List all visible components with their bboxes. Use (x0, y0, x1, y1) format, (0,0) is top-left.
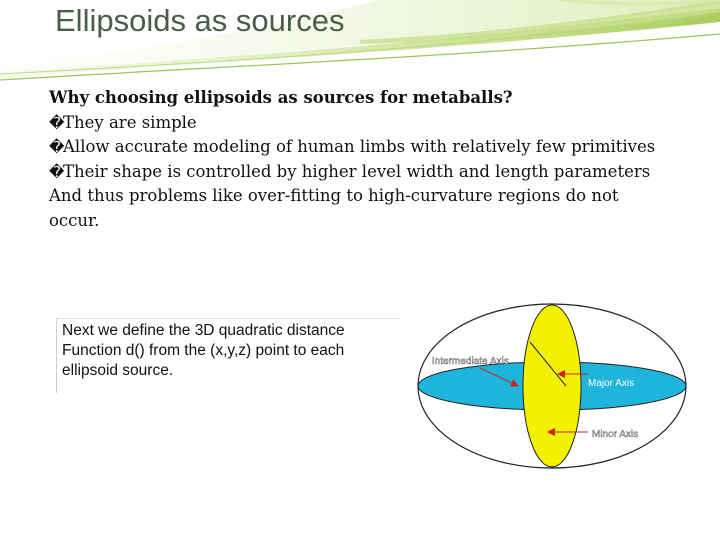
slide-title: Ellipsoids as sources (55, 3, 345, 38)
major-axis-label: Major Axis (588, 378, 635, 389)
bullet-item (49, 111, 709, 136)
caption-line: Function d() from the (x,y,z) point to each (62, 342, 345, 359)
caption-line: ellipsoid source. (62, 362, 174, 379)
conclusion-line: occur. (49, 210, 100, 230)
bullet-item (49, 160, 709, 185)
conclusion-line: And thus problems like over-fitting to high-curvature regions do not (49, 186, 619, 205)
minor-axis-label: Minor Axis (592, 429, 639, 440)
body-heading: Why choosing ellipsoids as sources for metaballs? (49, 88, 513, 107)
yellow-plane (523, 305, 581, 467)
ellipsoid-diagram (410, 300, 690, 480)
body-text (49, 86, 709, 233)
bullet-item (49, 135, 709, 160)
bullet-glyph-icon: � (49, 138, 65, 156)
bullet-glyph-icon: � (49, 113, 65, 132)
bullet-text: Their shape is controlled by higher level width and length parameters (63, 161, 651, 181)
bullet-glyph-icon: � (49, 162, 65, 181)
bullet-text: Allow accurate modeling of human limbs with relatively few primitives (63, 137, 656, 156)
intermediate-axis-label: Intermediate Axis (432, 356, 509, 367)
bullet-text: They are simple (63, 112, 197, 132)
caption-line: Next we define the 3D quadratic distance (62, 322, 345, 339)
caption-box (56, 318, 400, 393)
